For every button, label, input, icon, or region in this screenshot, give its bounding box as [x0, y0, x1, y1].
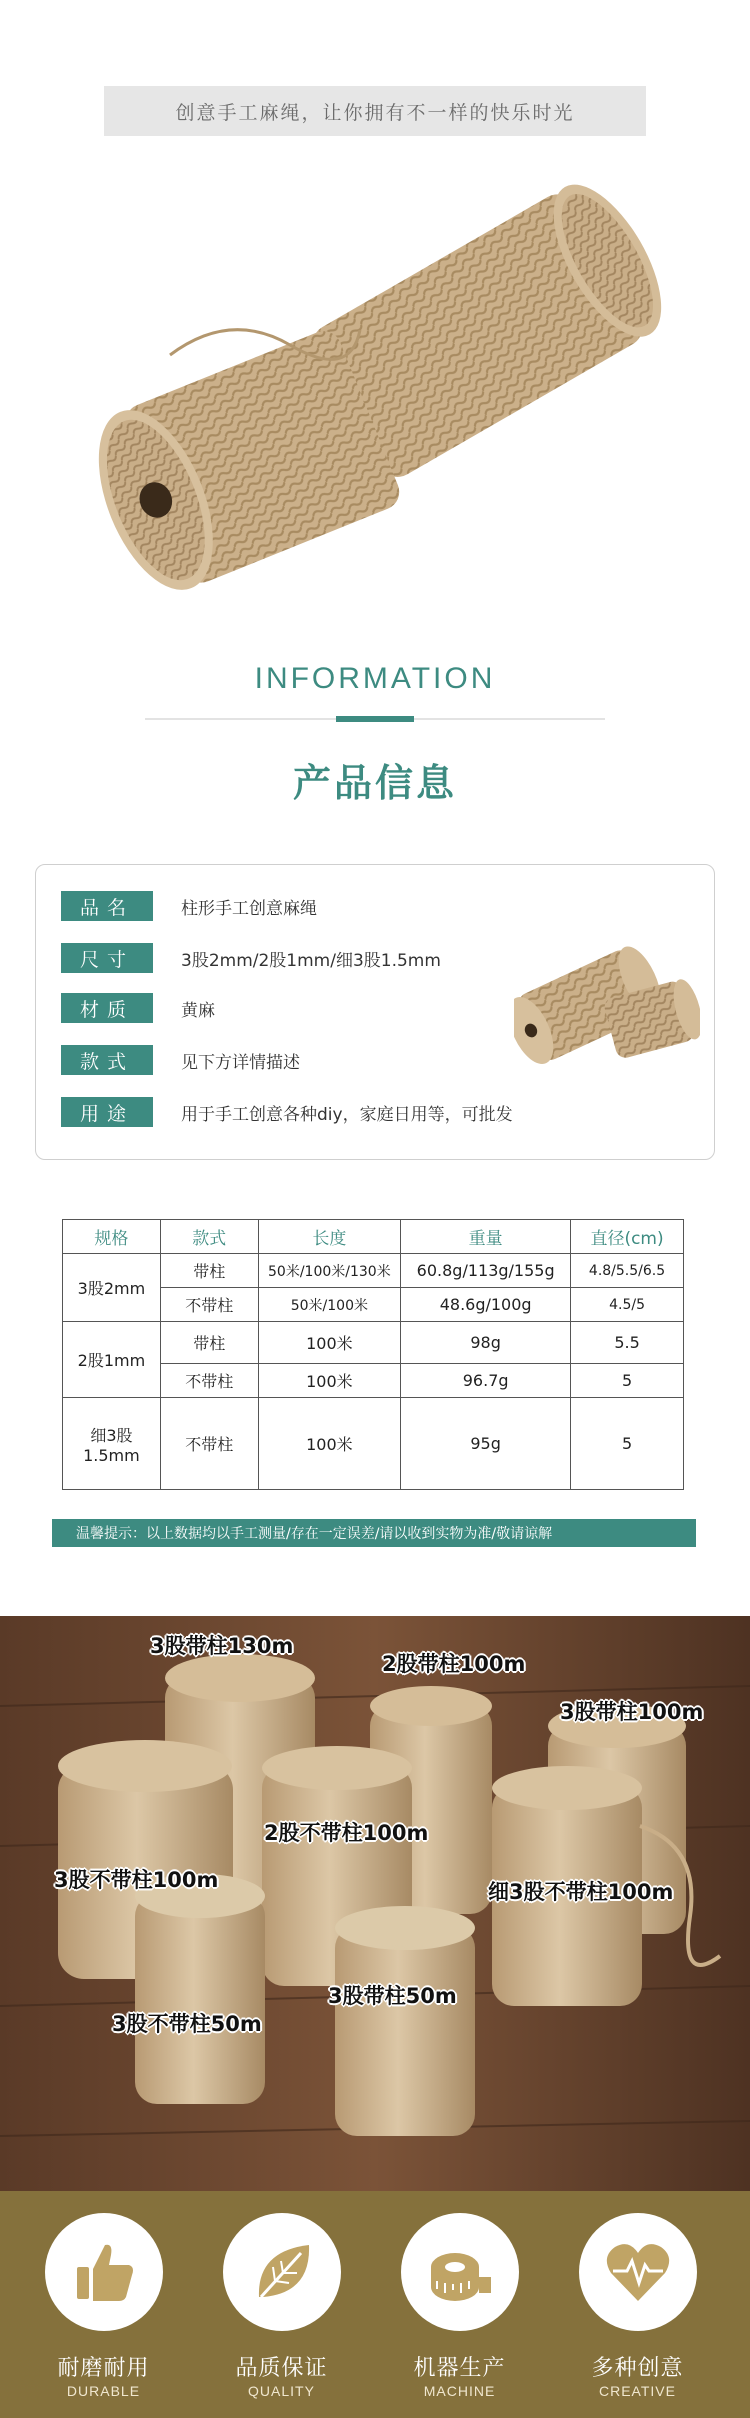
table-cell: 4.5/5 [571, 1288, 684, 1322]
product-lineup-photo [0, 1616, 750, 2191]
info-row-usage [61, 1097, 513, 1127]
feature-title: 多种创意 [591, 2356, 684, 2381]
table-cell: 4.8/5.5/6.5 [571, 1254, 684, 1288]
photo-label: 3股带柱130m [150, 1634, 294, 1658]
feature-subtitle: QUALITY [248, 2383, 315, 2399]
table-cell: 100米 [258, 1398, 401, 1490]
photo-label: 3股带柱50m [328, 1984, 457, 2008]
info-value: 黄麻 [181, 1000, 215, 1021]
table-header: 规格 [63, 1220, 161, 1254]
table-cell: 带柱 [160, 1254, 258, 1288]
product-thumbnail-image [514, 920, 700, 1070]
feature-icon-circle [401, 2213, 519, 2331]
table-cell-spec: 3股2mm [63, 1254, 161, 1322]
info-label: 款式 [61, 1045, 153, 1075]
feature-title: 耐磨耐用 [57, 2356, 150, 2381]
table-header: 款式 [160, 1220, 258, 1254]
table-row [63, 1322, 684, 1364]
feature-title: 品质保证 [235, 2356, 328, 2381]
table-header-row [63, 1220, 684, 1254]
photo-label: 3股不带柱50m [112, 2012, 262, 2036]
features-bar [0, 2191, 750, 2418]
info-label: 材质 [61, 993, 153, 1023]
table-header: 长度 [258, 1220, 401, 1254]
info-value: 3股2mm/2股1mm/细3股1.5mm [181, 950, 441, 971]
top-banner [104, 86, 646, 136]
table-cell: 50米/100米 [258, 1288, 401, 1322]
table-cell: 100米 [258, 1322, 401, 1364]
info-value: 见下方详情描述 [181, 1052, 300, 1073]
photo-label: 3股带柱100m [560, 1700, 704, 1724]
notice-bar [52, 1519, 696, 1547]
table-cell: 不带柱 [160, 1364, 258, 1398]
feature-subtitle: CREATIVE [599, 2383, 676, 2399]
thumbs-up-icon [69, 2237, 139, 2307]
photo-label: 2股带柱100m [382, 1652, 526, 1676]
feature-subtitle: MACHINE [423, 2383, 496, 2399]
feature-quality [188, 2191, 375, 2418]
table-cell: 60.8g/113g/155g [401, 1254, 571, 1288]
spec-line: 细3股 [90, 1425, 133, 1445]
table-cell: 5 [571, 1398, 684, 1490]
table-cell: 带柱 [160, 1322, 258, 1364]
table-cell: 96.7g [401, 1364, 571, 1398]
divider-accent [336, 716, 414, 722]
spec-line: 1.5mm [83, 1445, 140, 1465]
table-cell: 5.5 [571, 1322, 684, 1364]
spec-table [62, 1219, 684, 1490]
info-row-material [61, 993, 215, 1023]
heart-pulse-icon [603, 2237, 673, 2307]
feature-title: 机器生产 [413, 2356, 506, 2381]
table-cell: 98g [401, 1322, 571, 1364]
feature-icon-circle [45, 2213, 163, 2331]
table-header: 重量 [401, 1220, 571, 1254]
info-value: 用于手工创意各种diy，家庭日用等，可批发 [181, 1104, 513, 1125]
table-cell: 不带柱 [160, 1288, 258, 1322]
feature-machine [366, 2191, 553, 2418]
tape-measure-icon [425, 2237, 495, 2307]
hero-jute-rolls-image [0, 170, 750, 640]
photo-label: 细3股不带柱100m [488, 1880, 674, 1904]
banner-text: 创意手工麻绳，让你拥有不一样的快乐时光 [175, 101, 575, 124]
table-cell: 50米/100米/130米 [258, 1254, 401, 1288]
feature-creative [544, 2191, 731, 2418]
photo-label: 3股不带柱100m [54, 1868, 219, 1892]
feature-icon-circle [579, 2213, 697, 2331]
info-row-style [61, 1045, 300, 1075]
table-cell: 48.6g/100g [401, 1288, 571, 1322]
information-title-cn: 产品信息 [292, 760, 457, 805]
feature-subtitle: DURABLE [66, 2383, 141, 2399]
table-cell: 95g [401, 1398, 571, 1490]
info-row-name [61, 891, 317, 921]
table-cell-spec [63, 1398, 161, 1490]
info-label: 品名 [61, 891, 153, 921]
info-label: 尺寸 [61, 943, 153, 973]
info-row-size [61, 943, 441, 973]
information-title-en: INFORMATION [254, 662, 496, 695]
table-cell: 5 [571, 1364, 684, 1398]
photo-label: 2股不带柱100m [264, 1821, 429, 1845]
table-cell-spec: 2股1mm [63, 1322, 161, 1398]
feature-durable [10, 2191, 197, 2418]
info-label: 用途 [61, 1097, 153, 1127]
feature-icon-circle [223, 2213, 341, 2331]
table-header: 直径(cm) [571, 1220, 684, 1254]
table-cell: 不带柱 [160, 1398, 258, 1490]
table-row [63, 1398, 684, 1490]
product-info-card [35, 864, 715, 1160]
table-cell: 100米 [258, 1364, 401, 1398]
leaf-icon [247, 2237, 317, 2307]
notice-text: 温馨提示：以上数据均以手工测量/存在一定误差/请以收到实物为准/敬请谅解 [76, 1526, 553, 1542]
table-row [63, 1254, 684, 1288]
info-value: 柱形手工创意麻绳 [181, 898, 317, 919]
